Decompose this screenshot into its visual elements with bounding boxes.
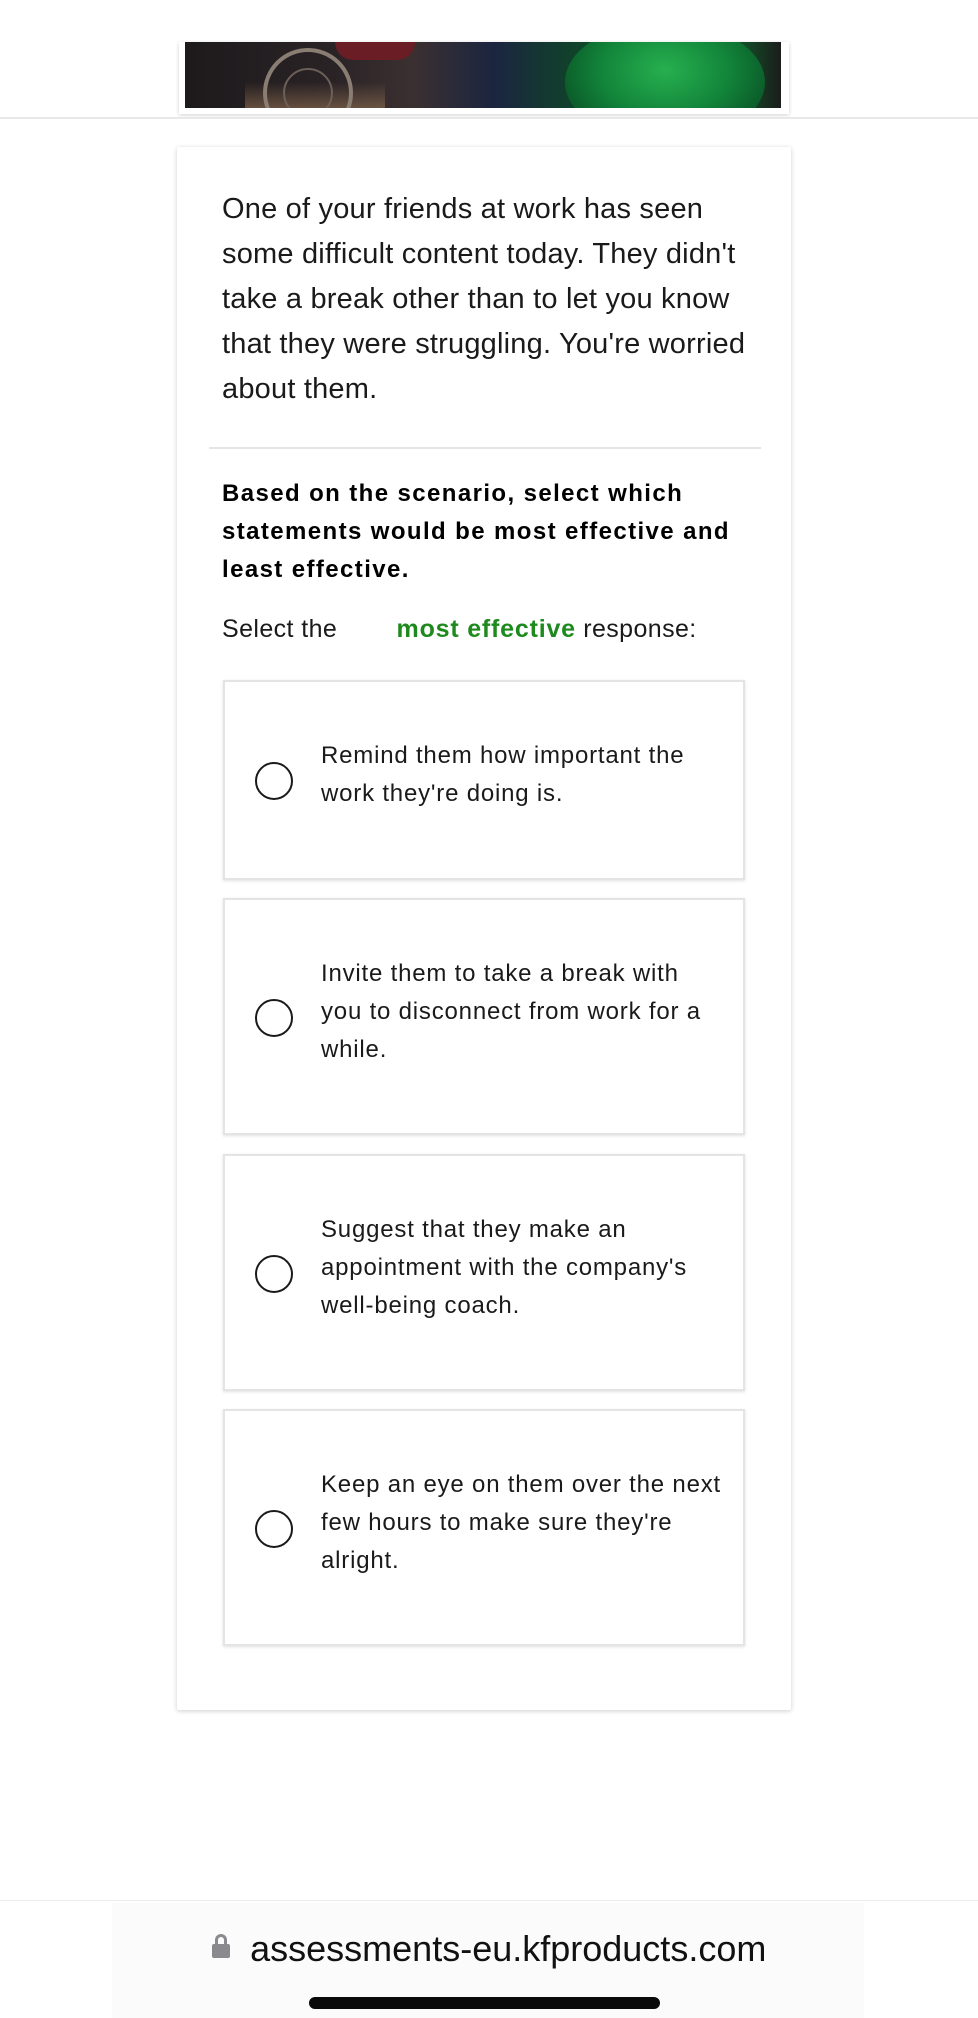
answer-option-label: Keep an eye on them over the next few hours to make sure they're alright. [321,1471,721,1574]
radio-button[interactable] [255,1255,293,1293]
hero-image-figure [335,42,415,60]
answer-option-label: Suggest that they make an appointment with the company's well-being coach. [321,1216,688,1319]
instruction-text: Based on the scenario, select which statements would be most effective and least effective. [222,480,730,583]
lock-icon [212,1934,230,1958]
radio-button[interactable] [255,1510,293,1548]
select-prompt-suffix: response: [583,615,697,643]
url-field[interactable] [0,1927,978,1971]
card-separator [209,447,761,449]
answer-option-label: Invite them to take a break with you to disconnect from work for a while. [321,960,701,1063]
answer-option[interactable] [223,1409,745,1646]
answer-option-label: Remind them how important the work they're doing is. [321,742,685,807]
select-prompt-prefix: Select the [222,615,338,643]
hero-image [185,42,781,108]
home-indicator[interactable] [309,1997,660,2009]
url-text[interactable]: assessments-eu.kfproducts.com [250,1928,767,1969]
radio-button[interactable] [255,762,293,800]
answer-option[interactable] [223,680,745,880]
hero-image-green-figure [565,42,765,108]
header-divider [0,117,978,119]
radio-button[interactable] [255,999,293,1037]
scenario-text: One of your friends at work has seen some difficult content today. They didn't take a break other than to let you know that they were struggling. You're worried about them. [222,193,746,405]
question-card [177,147,791,1710]
select-prompt-highlight: most effective [396,615,576,643]
answer-option[interactable] [223,1154,745,1391]
hero-image-card [179,42,789,114]
answer-option[interactable] [223,898,745,1135]
select-prompt [222,612,782,646]
